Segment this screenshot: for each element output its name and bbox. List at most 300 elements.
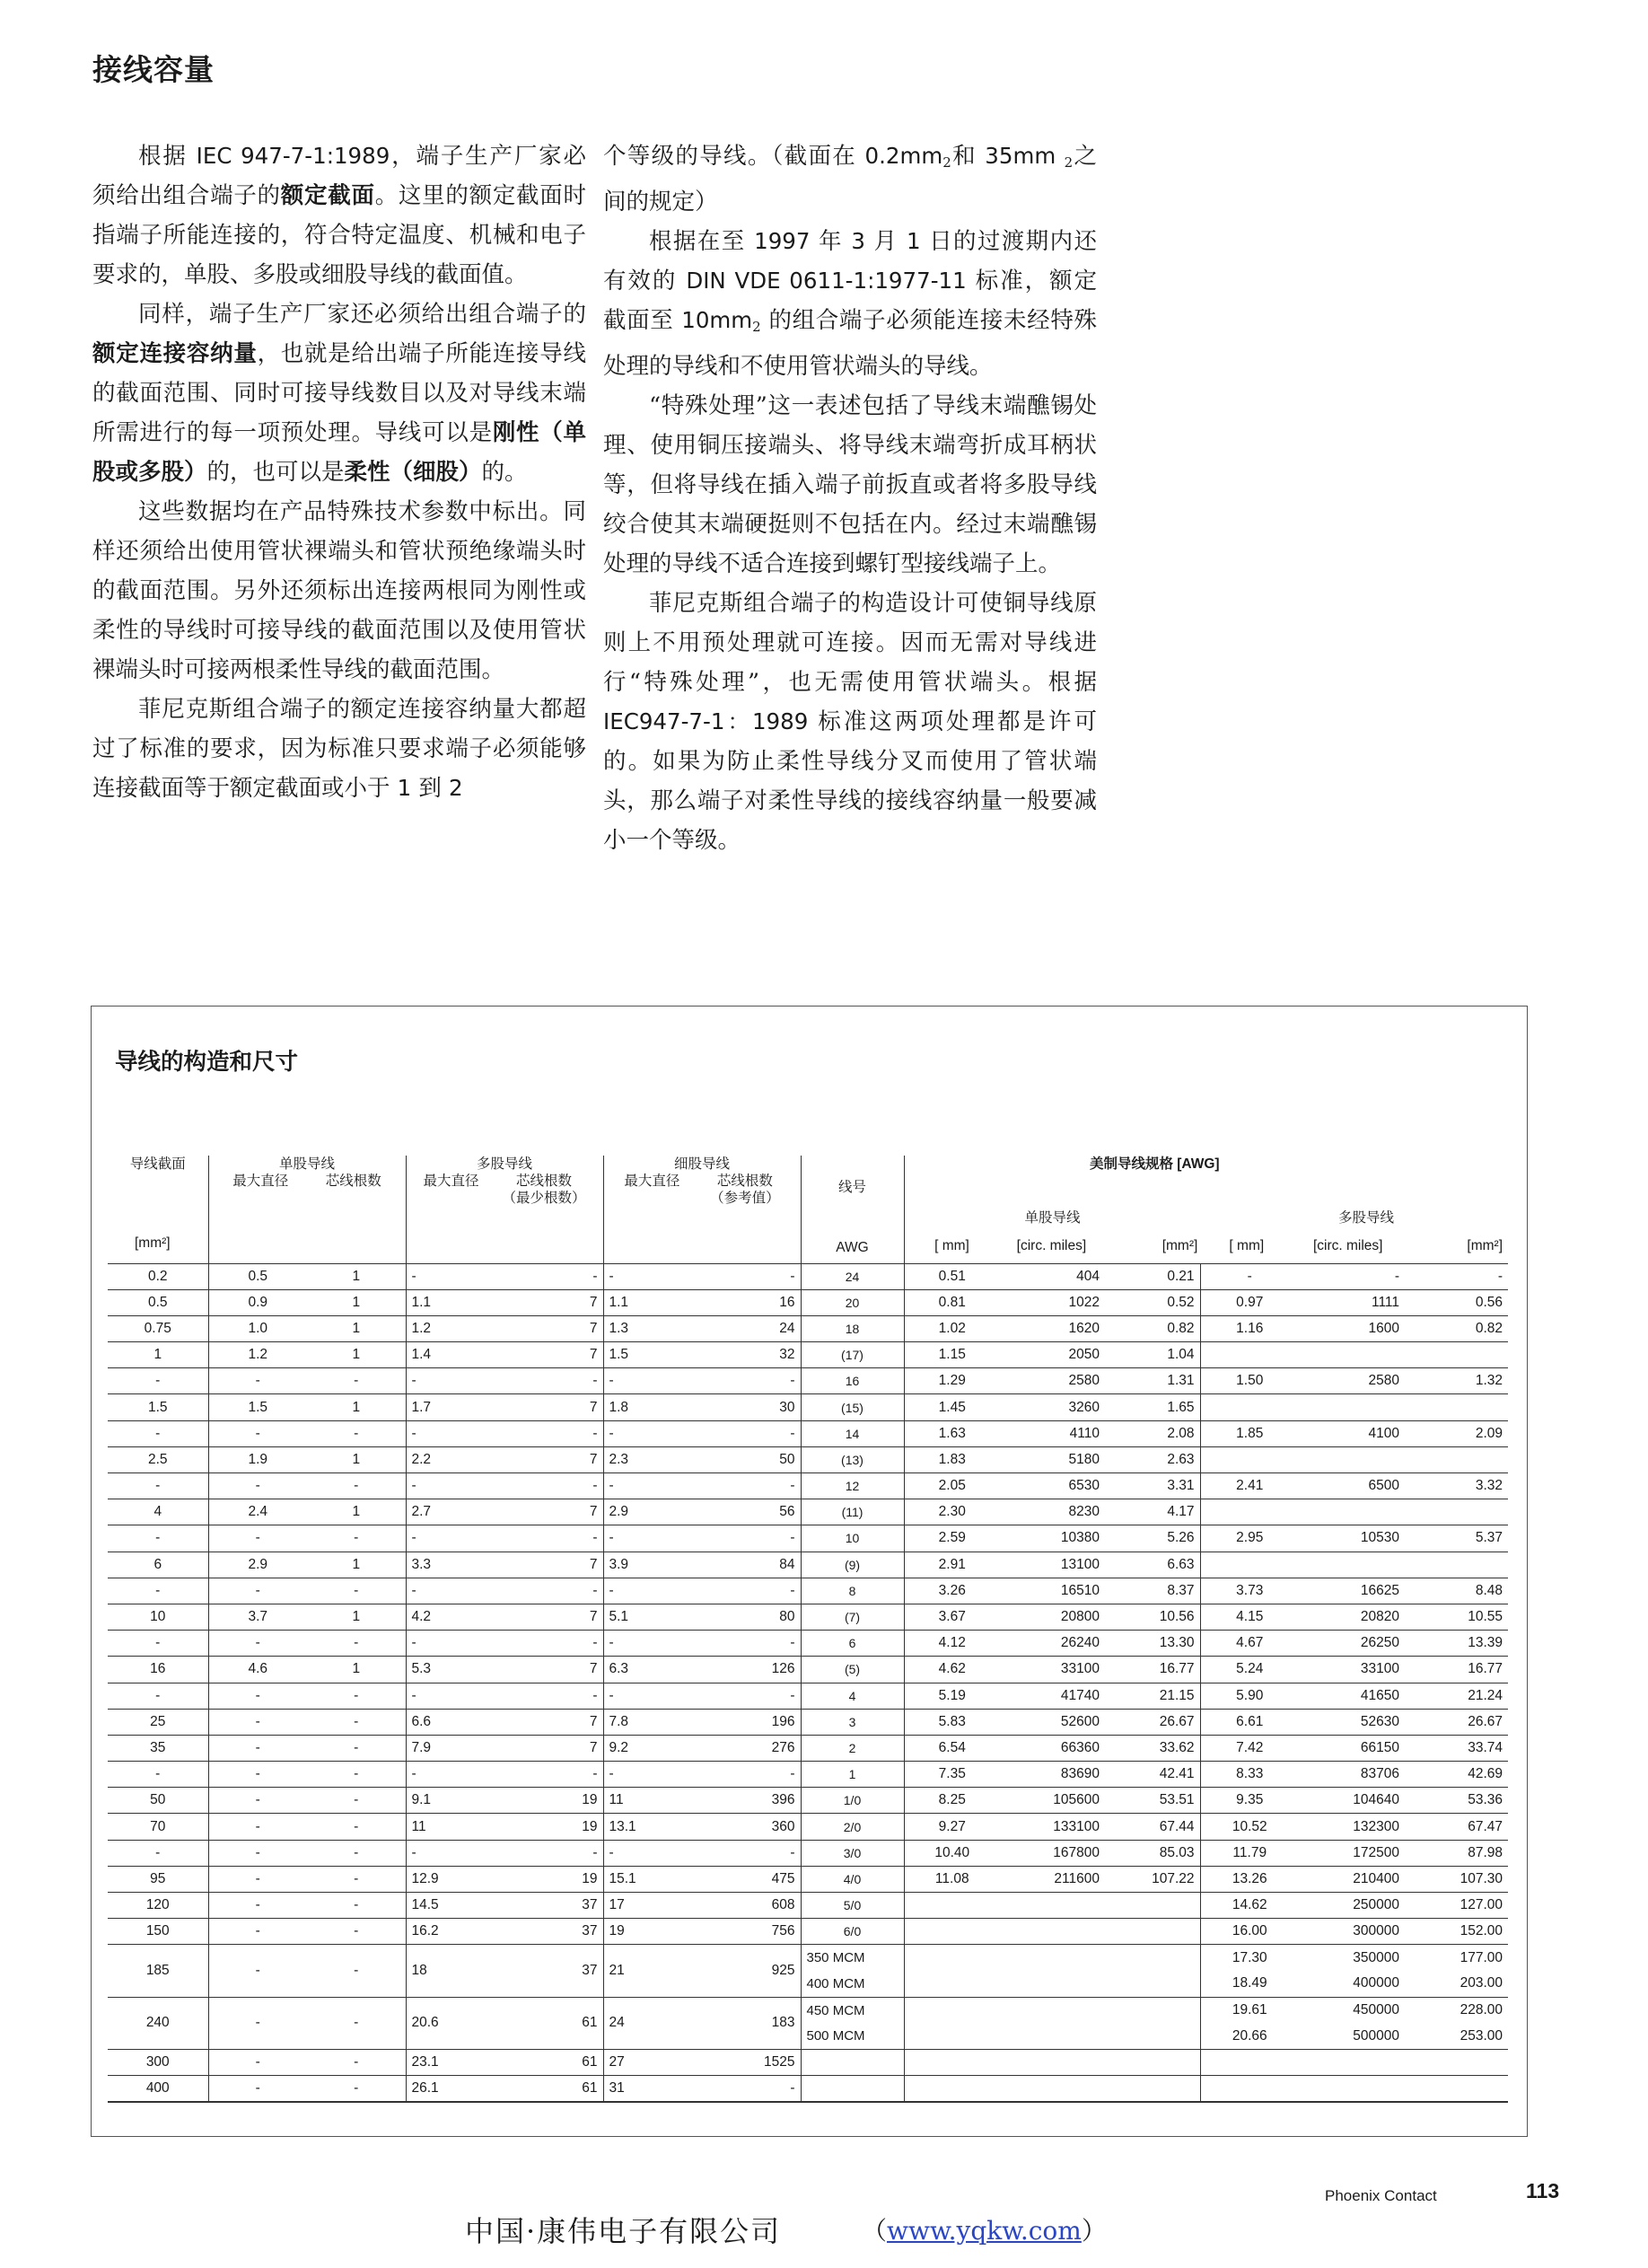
table-cell: -	[603, 1578, 702, 1604]
table-cell: 10530	[1299, 1525, 1405, 1552]
table-cell: 107.30	[1405, 1866, 1508, 1892]
table-cell: -	[208, 1788, 307, 1814]
table-row	[108, 1604, 1508, 1630]
table-cell: 3.9	[603, 1552, 702, 1578]
table-cell: 7	[504, 1709, 603, 1735]
table-cell: 2.41	[1200, 1473, 1299, 1499]
table-cell: -	[108, 1631, 208, 1657]
table-cell: 2.7	[406, 1499, 504, 1525]
table-cell: (11)	[801, 1499, 904, 1525]
table-cell	[1299, 2050, 1405, 2076]
table-cell: 1	[307, 1289, 406, 1315]
table-cell: 7	[504, 1499, 603, 1525]
table-cell: 2.95	[1200, 1525, 1299, 1552]
table-cell	[1200, 1446, 1299, 1472]
wire-dimensions-table	[108, 1156, 1508, 2103]
table-cell: -	[208, 1762, 307, 1788]
table-cell: 16	[108, 1657, 208, 1683]
table-cell: 9.1	[406, 1788, 504, 1814]
header-gauge: 线号 AWG	[836, 1180, 869, 1255]
table-cell: -	[208, 1814, 307, 1840]
table-cell: 0.75	[108, 1315, 208, 1341]
table-cell: 5.83	[904, 1709, 1000, 1735]
paragraph: 个等级的导线。（截面在 $0.2mm_2$和 35mm $_2$之间的规定）	[603, 143, 1097, 215]
table-cell: 167800	[1000, 1840, 1105, 1866]
table-cell: 50	[108, 1788, 208, 1814]
table-cell	[1405, 1446, 1508, 1472]
table-cell: 24	[603, 1997, 702, 2049]
table-cell	[1105, 2076, 1200, 2102]
table-cell: 9.27	[904, 1814, 1000, 1840]
table-cell: 105600	[1000, 1788, 1105, 1814]
table-cell: -	[603, 1631, 702, 1657]
table-cell: 26240	[1000, 1631, 1105, 1657]
table-cell: 6.61	[1200, 1709, 1299, 1735]
table-cell: -	[406, 1263, 504, 1289]
table-cell: 7.8	[603, 1709, 702, 1735]
table-cell: -	[108, 1762, 208, 1788]
table-cell: 4.6	[208, 1657, 307, 1683]
table-cell: 5.26	[1105, 1525, 1200, 1552]
table-row	[108, 1315, 1508, 1341]
table-cell: 20.66	[1232, 2027, 1267, 2044]
table-row	[108, 1657, 1508, 1683]
table-cell: 4.12	[904, 1631, 1000, 1657]
table-cell: -	[307, 1578, 406, 1604]
table-cell: 2	[801, 1735, 904, 1761]
table-row	[108, 1840, 1508, 1866]
table-cell: 2.59	[904, 1525, 1000, 1552]
table-cell: -	[504, 1525, 603, 1552]
table-cell: -	[307, 1368, 406, 1394]
table-cell: 360	[702, 1814, 801, 1840]
header-solid: 单股导线 最大直径 芯线根数	[208, 1156, 406, 1263]
table-cell	[1105, 1945, 1200, 1971]
table-row	[108, 2050, 1508, 2076]
table-cell	[1000, 2076, 1105, 2102]
table-cell: 152.00	[1405, 1919, 1508, 1945]
table-cell	[904, 1971, 1000, 1997]
table-cell: 0.81	[904, 1289, 1000, 1315]
table-cell: 83690	[1000, 1762, 1105, 1788]
table-cell: -	[702, 1683, 801, 1709]
table-cell: 2.5	[108, 1446, 208, 1472]
table-cell: -	[603, 1473, 702, 1499]
table-cell: 6.3	[603, 1657, 702, 1683]
table-cell: 120	[108, 1893, 208, 1919]
table-cell: 61	[504, 2076, 603, 2102]
table-cell: 24	[702, 1315, 801, 1341]
table-row	[108, 1552, 1508, 1578]
table-cell: 4110	[1000, 1420, 1105, 1446]
table-cell: 11	[406, 1814, 504, 1840]
table-cell: (7)	[801, 1604, 904, 1630]
table-cell: -	[504, 1631, 603, 1657]
table-row	[108, 1263, 1508, 1289]
table-cell: 37	[504, 1945, 603, 1997]
table-cell: 10	[801, 1525, 904, 1552]
table-cell: 3	[801, 1709, 904, 1735]
table-cell: 6	[108, 1552, 208, 1578]
table-cell: 31	[603, 2076, 702, 2102]
table-cell: -	[504, 1683, 603, 1709]
table-cell: 1.5	[208, 1394, 307, 1420]
table-cell: 21.15	[1105, 1683, 1200, 1709]
table-cell: -	[307, 1525, 406, 1552]
table-cell	[1200, 1342, 1299, 1368]
table-cell: -	[406, 1368, 504, 1394]
table-cell: -	[307, 1631, 406, 1657]
table-cell: 2/0	[801, 1814, 904, 1840]
table-cell: 210400	[1299, 1866, 1405, 1892]
table-cell: 37	[504, 1893, 603, 1919]
table-row	[108, 1473, 1508, 1499]
table-cell: -	[406, 1683, 504, 1709]
table-cell: 14.5	[406, 1893, 504, 1919]
table-cell	[1000, 1893, 1105, 1919]
table-cell: -	[108, 1420, 208, 1446]
table-cell: 1.83	[904, 1446, 1000, 1472]
table-cell: 7	[504, 1446, 603, 1472]
table-cell: 2.9	[208, 1552, 307, 1578]
table-cell: 1.50	[1200, 1368, 1299, 1394]
table-cell: (17)	[801, 1342, 904, 1368]
table-cell: 1525	[702, 2050, 801, 2076]
table-cell: 52600	[1000, 1709, 1105, 1735]
table-cell: 500 MCM	[801, 2023, 904, 2049]
table-cell: -	[406, 1420, 504, 1446]
table-cell: -	[307, 1420, 406, 1446]
table-cell: 3.67	[904, 1604, 1000, 1630]
table-cell: 17.30	[1200, 1945, 1299, 1971]
table-cell: 0.56	[1405, 1289, 1508, 1315]
table-cell: -	[406, 1578, 504, 1604]
table-cell: 35	[108, 1735, 208, 1761]
table-cell: 300000	[1299, 1919, 1405, 1945]
table-cell: 1	[108, 1342, 208, 1368]
table-cell: 33100	[1299, 1657, 1405, 1683]
table-cell: 10.40	[904, 1840, 1000, 1866]
table-cell: -	[307, 1709, 406, 1735]
table-cell: 42.69	[1405, 1762, 1508, 1788]
table-cell: 4.2	[406, 1604, 504, 1630]
table-cell	[1105, 1997, 1200, 2023]
table-cell: 0.5	[208, 1263, 307, 1289]
table-cell: 608	[702, 1893, 801, 1919]
table-cell: 7	[504, 1289, 603, 1315]
table-cell: 2.91	[904, 1552, 1000, 1578]
table-row	[108, 1420, 1508, 1446]
table-cell: -	[307, 1919, 406, 1945]
table-cell: -	[208, 1631, 307, 1657]
table-cell: 396	[702, 1788, 801, 1814]
table-cell: -	[702, 1840, 801, 1866]
table-cell: 5/0	[801, 1893, 904, 1919]
table-cell: 70	[108, 1814, 208, 1840]
table-cell: 13.30	[1105, 1631, 1200, 1657]
table-row	[108, 1893, 1508, 1919]
table-cell: 26.67	[1105, 1709, 1200, 1735]
table-cell: -	[603, 1762, 702, 1788]
table-cell: -	[307, 1840, 406, 1866]
table-cell: 185	[108, 1945, 208, 1997]
table-cell: -	[702, 1368, 801, 1394]
table-cell: 10.55	[1405, 1604, 1508, 1630]
table-cell: -	[504, 1420, 603, 1446]
table-cell: 26.1	[406, 2076, 504, 2102]
table-cell: 6530	[1000, 1473, 1105, 1499]
table-cell: -	[702, 1631, 801, 1657]
table-row	[108, 1814, 1508, 1840]
table-cell: -	[603, 1420, 702, 1446]
table-cell: 1.65	[1105, 1394, 1200, 1420]
table-cell: 1.16	[1200, 1315, 1299, 1341]
table-cell: 5.19	[904, 1683, 1000, 1709]
table-header-row	[108, 1156, 1508, 1263]
table-cell: 42.41	[1105, 1762, 1200, 1788]
table-cell: 211600	[1000, 1866, 1105, 1892]
table-cell: -	[208, 1997, 307, 2049]
table-cell	[801, 2050, 904, 2076]
table-cell: -	[208, 1866, 307, 1892]
table-cell: 150	[108, 1919, 208, 1945]
table-cell: 1.3	[603, 1315, 702, 1341]
table-cell: 13100	[1000, 1552, 1105, 1578]
table-cell: 7	[504, 1657, 603, 1683]
table-cell	[1299, 1552, 1405, 1578]
table-cell: -	[504, 1762, 603, 1788]
table-cell: 2.08	[1105, 1420, 1200, 1446]
table-cell: 66150	[1299, 1735, 1405, 1761]
table-cell: -	[702, 1762, 801, 1788]
table-cell	[1105, 1919, 1200, 1945]
table-cell: (5)	[801, 1657, 904, 1683]
table-cell: 5.24	[1200, 1657, 1299, 1683]
table-cell: 8230	[1000, 1499, 1105, 1525]
table-cell: 87.98	[1405, 1840, 1508, 1866]
table-cell: 16.77	[1105, 1657, 1200, 1683]
table-cell: -	[307, 1945, 406, 1997]
table-cell	[1105, 1893, 1200, 1919]
table-cell: -	[406, 1840, 504, 1866]
table-cell: -	[208, 1683, 307, 1709]
table-cell: 11.79	[1200, 1840, 1299, 1866]
table-cell: 5180	[1000, 1446, 1105, 1472]
table-cell: -	[208, 1368, 307, 1394]
table-row	[108, 1368, 1508, 1394]
table-cell: 19	[603, 1919, 702, 1945]
table-cell: 26.67	[1405, 1709, 1508, 1735]
table-cell: 177.00	[1405, 1945, 1508, 1971]
table-cell: -	[108, 1525, 208, 1552]
table-cell: 1.9	[208, 1446, 307, 1472]
table-cell: 41740	[1000, 1683, 1105, 1709]
table-cell: -	[603, 1368, 702, 1394]
table-cell: -	[208, 1525, 307, 1552]
table-cell: 67.44	[1105, 1814, 1200, 1840]
paragraph: 根据 IEC 947-7-1:1989，端子生产厂家必须给出组合端子的额定截面。这里的额定截面时指端子所能连接的，符合特定温度、机械和电子要求的，单股、多股或细股导线的截面值。	[92, 143, 587, 288]
table-cell: 14	[801, 1420, 904, 1446]
table-cell: -	[208, 1578, 307, 1604]
paragraph: 菲尼克斯组合端子的构造设计可使铜导线原则上不用预处理就可连接。因而无需对导线进行“特殊处理”，也无需使用管状端头。根据 IEC947-7-1：1989 标准这两项处理都是许可的。如果为防止柔性导线分叉而使用了管状端头，那么端子对柔性导线的接线容纳量一般要减小一个等级。	[603, 590, 1097, 854]
company-name: 中国·康伟电子有限公司	[465, 2214, 782, 2248]
table-cell: 0.82	[1105, 1315, 1200, 1341]
table-cell: 2.9	[603, 1499, 702, 1525]
table-cell: 1	[307, 1446, 406, 1472]
brand-name: Phoenix Contact	[1325, 2187, 1437, 2204]
table-cell: -	[307, 1473, 406, 1499]
header-awg: 美制导线规格 [AWG] 单股导线 多股导线 [ mm] [circ. miles] [mm²] [ mm] [circ. miles] [mm²]	[904, 1156, 1508, 1263]
table-cell: -	[208, 1893, 307, 1919]
table-cell: -	[307, 1997, 406, 2049]
table-cell: 1.4	[406, 1342, 504, 1368]
table-cell: 3.31	[1105, 1473, 1200, 1499]
table-cell	[1000, 2050, 1105, 2076]
table-cell: 95	[108, 1866, 208, 1892]
table-cell: 6	[801, 1631, 904, 1657]
table-cell	[1000, 1945, 1105, 1971]
table-cell: 1	[307, 1342, 406, 1368]
table-cell: 13.1	[603, 1814, 702, 1840]
table-cell: 15.1	[603, 1866, 702, 1892]
table-cell: 3.32	[1405, 1473, 1508, 1499]
table-cell: 1	[307, 1657, 406, 1683]
table-cell: 19	[504, 1814, 603, 1840]
table-cell: 228.00	[1405, 1997, 1508, 2023]
table-cell: -	[208, 1473, 307, 1499]
table-cell: 0.21	[1105, 1263, 1200, 1289]
table-cell: 85.03	[1105, 1840, 1200, 1866]
table-cell: -	[208, 1709, 307, 1735]
table-cell: (15)	[801, 1394, 904, 1420]
table-cell: 250000	[1299, 1893, 1405, 1919]
table-cell: 0.52	[1105, 1289, 1200, 1315]
table-cell	[1405, 2050, 1508, 2076]
table-cell: 6.6	[406, 1709, 504, 1735]
table-cell: 196	[702, 1709, 801, 1735]
table-cell	[904, 1919, 1000, 1945]
website-link[interactable]: （www.yqkw.com）	[862, 2216, 1107, 2246]
table-cell: 104640	[1299, 1788, 1405, 1814]
table-cell: 84	[702, 1552, 801, 1578]
table-row	[108, 1866, 1508, 1892]
table-cell: 1.7	[406, 1394, 504, 1420]
table-cell: -	[208, 2050, 307, 2076]
table-cell: 20800	[1000, 1604, 1105, 1630]
table-cell: -	[702, 1473, 801, 1499]
table-cell: 350000	[1299, 1945, 1405, 1971]
table-cell: 4.17	[1105, 1499, 1200, 1525]
table-row	[108, 1394, 1508, 1420]
table-cell: 1.1	[603, 1289, 702, 1315]
table-cell: 1.63	[904, 1420, 1000, 1446]
table-cell: 9.35	[1200, 1788, 1299, 1814]
table-cell: 9.2	[603, 1735, 702, 1761]
table-cell: -	[208, 1919, 307, 1945]
table-cell: 52630	[1299, 1709, 1405, 1735]
table-row	[108, 1709, 1508, 1735]
table-cell: 17	[603, 1893, 702, 1919]
table-cell: 8.25	[904, 1788, 1000, 1814]
table-cell: 2.4	[208, 1499, 307, 1525]
table-cell: -	[504, 1473, 603, 1499]
table-cell: 2050	[1000, 1342, 1105, 1368]
table-cell: 2.63	[1105, 1446, 1200, 1472]
table-cell: -	[504, 1263, 603, 1289]
table-cell	[1405, 1394, 1508, 1420]
table-cell	[1299, 1446, 1405, 1472]
table-cell: 450 MCM	[801, 1997, 904, 2023]
table-cell: -	[406, 1473, 504, 1499]
table-cell: 2.3	[603, 1446, 702, 1472]
table-cell: 53.51	[1105, 1788, 1200, 1814]
page-number: 113	[1526, 2179, 1560, 2202]
table-cell: 11	[603, 1788, 702, 1814]
table-cell: 0.9	[208, 1289, 307, 1315]
table-cell: -	[702, 1263, 801, 1289]
page-title: 接线容量	[92, 52, 215, 87]
table-cell: 1.2	[406, 1315, 504, 1341]
table-cell: 1.02	[904, 1315, 1000, 1341]
table-cell: 21.24	[1405, 1683, 1508, 1709]
table-cell	[1200, 2050, 1299, 2076]
table-cell: 18	[406, 1945, 504, 1997]
table-cell: 24	[801, 1263, 904, 1289]
table-cell: 12.9	[406, 1866, 504, 1892]
body-text-left	[92, 136, 586, 808]
table-cell: 13.26	[1200, 1866, 1299, 1892]
table-cell: -	[208, 1945, 307, 1997]
table-cell	[1000, 1919, 1105, 1945]
table-cell	[1105, 1971, 1200, 1997]
table-cell: -	[702, 2076, 801, 2102]
table-cell: 10380	[1000, 1525, 1105, 1552]
table-cell: 8.33	[1200, 1762, 1299, 1788]
table-cell: -	[504, 1840, 603, 1866]
table-cell: 183	[702, 1997, 801, 2049]
table-cell: 19	[504, 1866, 603, 1892]
table-cell	[1405, 2076, 1508, 2102]
table-cell: 3/0	[801, 1840, 904, 1866]
table-cell	[904, 1945, 1000, 1971]
table-cell: 11.08	[904, 1866, 1000, 1892]
table-cell: 41650	[1299, 1683, 1405, 1709]
table-cell: 32	[702, 1342, 801, 1368]
table-cell: 404	[1000, 1263, 1105, 1289]
table-cell: 8	[801, 1578, 904, 1604]
table-cell: 450000	[1299, 1997, 1405, 2023]
table-cell: -	[307, 2050, 406, 2076]
paragraph: 根据在至 1997 年 3 月 1 日的过渡期内还有效的 DIN VDE 0611-1:1977-11 标准，额定截面至 $10mm_2$ 的组合端子必须能连接未经特殊处理的导线和不使用管状端头的导线。	[603, 228, 1097, 380]
table-cell: -	[307, 1814, 406, 1840]
table-cell: -	[307, 1893, 406, 1919]
table-cell	[1000, 2023, 1105, 2049]
table-cell: -	[307, 2076, 406, 2102]
table-cell: 1.32	[1405, 1368, 1508, 1394]
table-cell: 2.05	[904, 1473, 1000, 1499]
table-cell: -	[504, 1578, 603, 1604]
table-cell: 5.37	[1405, 1525, 1508, 1552]
table-cell: 925	[702, 1945, 801, 1997]
table-cell: 16625	[1299, 1578, 1405, 1604]
table-row	[108, 1631, 1508, 1657]
table-cell: -	[108, 1840, 208, 1866]
table-cell: 4100	[1299, 1420, 1405, 1446]
table-cell: 2.09	[1405, 1420, 1508, 1446]
table-cell: 2580	[1000, 1368, 1105, 1394]
table-cell	[1299, 1394, 1405, 1420]
table-cell	[1405, 1342, 1508, 1368]
